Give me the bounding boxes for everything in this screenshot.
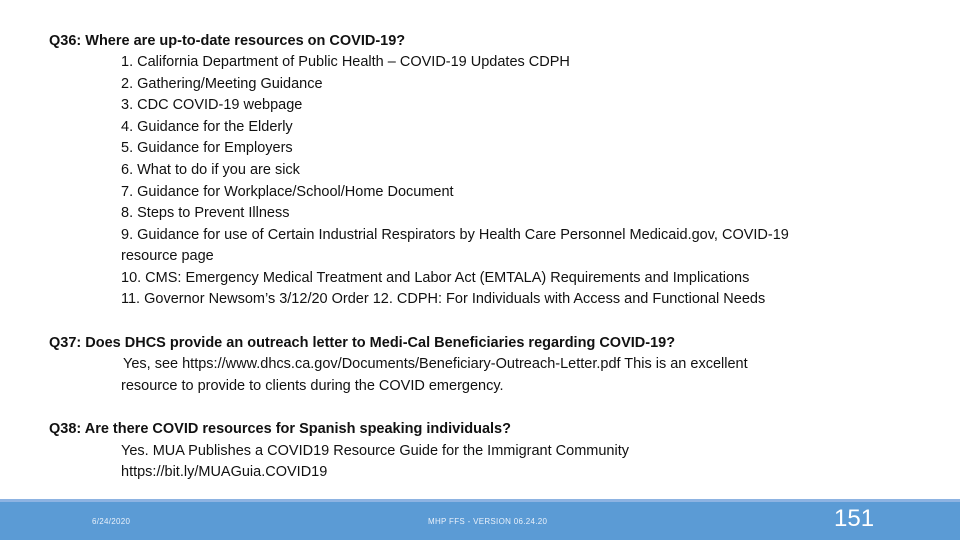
q36-answer-line: 4. Guidance for the Elderly [121,119,293,135]
q36-question: Q36: Where are up-to-date resources on COVID-19? [49,33,406,49]
q36-answer-line: 8. Steps to Prevent Illness [121,205,290,221]
footer-date: 6/24/2020 [92,517,131,526]
q36-answer-line: 9. Guidance for use of Certain Industrial Respirators by Health Care Personnel Medicaid.gov, COVID-19 [121,227,789,243]
q36-answer-line: 1. California Department of Public Health – COVID-19 Updates CDPH [121,54,570,70]
q37-question: Q37: Does DHCS provide an outreach letter to Medi-Cal Beneficiaries regarding COVID-19? [49,335,676,351]
q36-answer-line: 3. CDC COVID-19 webpage [121,97,303,113]
q38-answer-line: https://bit.ly/MUAGuia.COVID19 [121,464,328,480]
q38-answer-line: Yes. MUA Publishes a COVID19 Resource Guide for the Immigrant Community [121,443,629,459]
q36-answer-line: resource page [121,248,214,264]
page-number: 151 [834,505,875,532]
q38-question: Q38: Are there COVID resources for Spanish speaking individuals? [49,421,511,437]
q37-answer-line: resource to provide to clients during the COVID emergency. [121,378,504,394]
q36-answer-line: 2. Gathering/Meeting Guidance [121,76,323,92]
q37-answer-line: Yes, see https://www.dhcs.ca.gov/Documents/Beneficiary-Outreach-Letter.pdf This is an excellent [123,356,748,372]
footer-version: MHP FFS - VERSION 06.24.20 [428,517,548,526]
q36-answer-line: 11. Governor Newsom’s 3/12/20 Order 12. CDPH: For Individuals with Access and Functional Needs [121,291,766,307]
footer-band [0,502,960,540]
q36-answer-line: 10. CMS: Emergency Medical Treatment and Labor Act (EMTALA) Requirements and Implications [121,270,750,286]
q36-answer-line: 6. What to do if you are sick [121,162,300,178]
q36-answer-line: 7. Guidance for Workplace/School/Home Document [121,184,454,200]
q36-answer-line: 5. Guidance for Employers [121,140,293,156]
